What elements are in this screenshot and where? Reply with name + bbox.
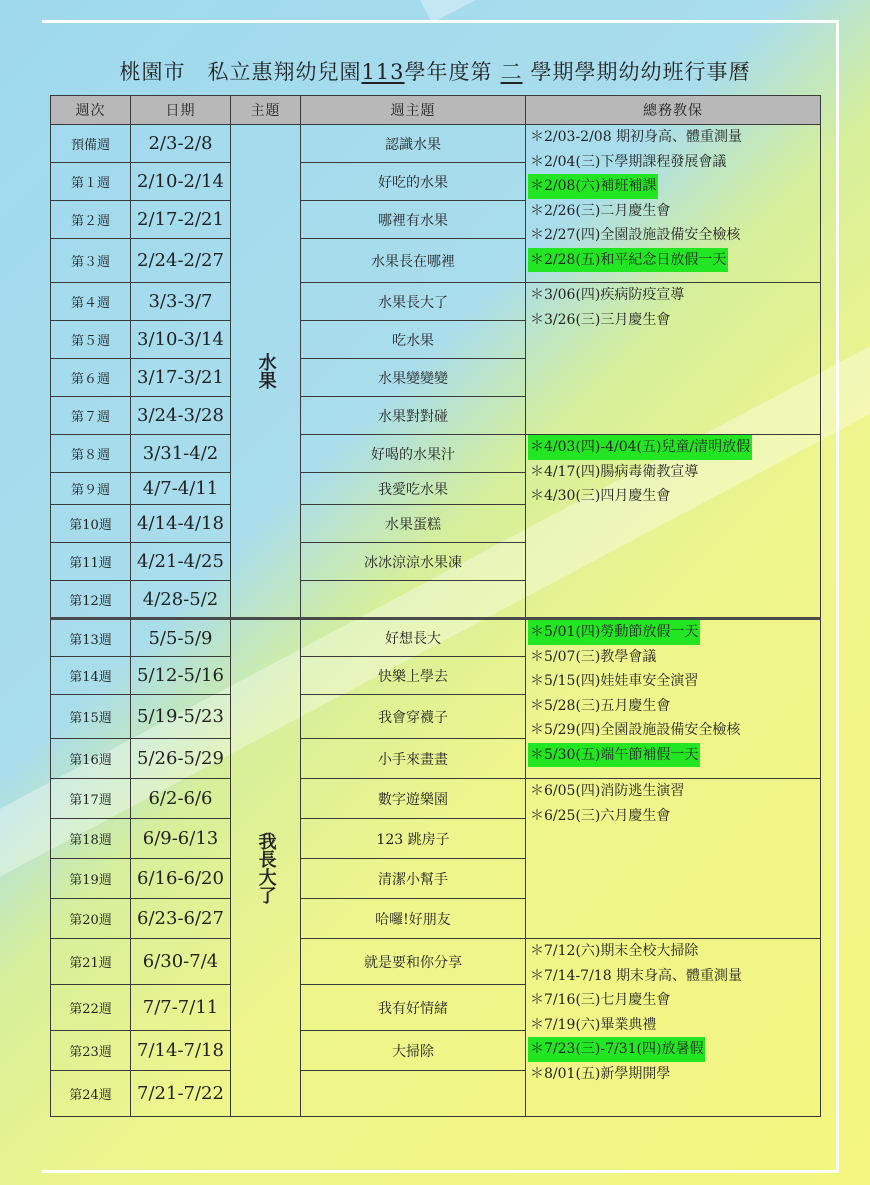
admin-note: ＊7/14-7/18 期末身高、體重測量 — [530, 967, 743, 984]
holiday-note: ＊5/30(五)端午節補假一天 — [528, 743, 700, 768]
admin-note: ＊4/17(四)腸病毒衛教宣導 — [530, 463, 699, 480]
week-topic-cell: 數字遊樂園 — [301, 779, 526, 819]
table-row — [51, 125, 821, 163]
week-topic-cell: 我有好情緒 — [301, 985, 526, 1031]
week-topic-cell: 哪裡有水果 — [301, 201, 526, 239]
admin-note: ＊2/26(三)二月慶生會 — [530, 202, 671, 219]
date-cell: 4/7-4/11 — [131, 473, 231, 505]
week-cell: 第19週 — [51, 859, 131, 899]
admin-note: ＊8/01(五)新學期開學 — [530, 1065, 671, 1082]
holiday-note: ＊2/08(六)補班補課 — [528, 174, 658, 199]
admin-note: ＊3/06(四)疾病防疫宣導 — [530, 287, 685, 303]
week-cell: 第４週 — [51, 283, 131, 321]
title-prefix: 桃園市 私立惠翔幼兒園 — [119, 60, 362, 84]
holiday-note: ＊5/01(四)勞動節放假一天 — [528, 620, 700, 645]
frame-right — [836, 20, 839, 1172]
date-cell: 6/23-6/27 — [131, 899, 231, 939]
admin-note: ＊6/05(四)消防逃生演習 — [530, 783, 685, 799]
table-row — [51, 939, 821, 985]
week-topic-cell: 就是要和你分享 — [301, 939, 526, 985]
admin-note: ＊2/03-2/08 期初身高、體重測量 — [530, 129, 743, 145]
admin-notes-cell — [526, 125, 821, 283]
date-cell: 5/19-5/23 — [131, 695, 231, 739]
holiday-note: ＊4/03(四)-4/04(五)兒童/清明放假 — [528, 435, 752, 460]
date-cell: 5/12-5/16 — [131, 657, 231, 695]
holiday-note: ＊2/28(五)和平紀念日放假一天 — [528, 248, 728, 273]
week-cell: 第15週 — [51, 695, 131, 739]
admin-note: ＊5/29(四)全園設施設備安全檢核 — [530, 722, 741, 738]
week-cell: 第５週 — [51, 321, 131, 359]
week-topic-cell: 水果長大了 — [301, 283, 526, 321]
week-cell: 第７週 — [51, 397, 131, 435]
week-cell: 第14週 — [51, 657, 131, 695]
table-row — [51, 779, 821, 819]
week-topic-cell: 吃水果 — [301, 321, 526, 359]
admin-note: ＊6/25(三)六月慶生會 — [530, 807, 671, 824]
admin-note: ＊7/16(三)七月慶生會 — [530, 992, 671, 1008]
week-cell: 第17週 — [51, 779, 131, 819]
frame-top — [42, 20, 836, 23]
date-cell: 3/31-4/2 — [131, 435, 231, 473]
theme-label: 我長大了 — [255, 832, 277, 904]
week-topic-cell: 大掃除 — [301, 1031, 526, 1071]
week-topic-cell — [301, 581, 526, 619]
date-cell: 7/21-7/22 — [131, 1071, 231, 1117]
week-topic-cell: 我會穿襪子 — [301, 695, 526, 739]
date-cell: 2/10-2/14 — [131, 163, 231, 201]
week-cell: 第16週 — [51, 739, 131, 779]
admin-note: ＊5/07(三)教學會議 — [530, 648, 657, 665]
admin-note: ＊5/15(四)娃娃車安全演習 — [530, 673, 699, 689]
week-cell: 第13週 — [51, 619, 131, 657]
week-topic-cell: 水果對對碰 — [301, 397, 526, 435]
calendar-table — [50, 95, 821, 1117]
header-theme: 主題 — [231, 96, 301, 125]
week-topic-cell: 冰冰涼涼水果凍 — [301, 543, 526, 581]
week-topic-cell: 好想長大 — [301, 619, 526, 657]
page-title — [0, 56, 870, 86]
admin-note: ＊5/28(三)五月慶生會 — [530, 697, 671, 714]
week-topic-cell: 水果變變變 — [301, 359, 526, 397]
date-cell: 3/24-3/28 — [131, 397, 231, 435]
frame-bottom — [42, 1170, 839, 1173]
date-cell: 3/10-3/14 — [131, 321, 231, 359]
date-cell: 4/14-4/18 — [131, 505, 231, 543]
table-row — [51, 283, 821, 321]
table-row — [51, 435, 821, 473]
date-cell: 5/5-5/9 — [131, 619, 231, 657]
date-cell: 7/7-7/11 — [131, 985, 231, 1031]
week-cell: 第21週 — [51, 939, 131, 985]
week-cell: 第11週 — [51, 543, 131, 581]
date-cell: 6/9-6/13 — [131, 819, 231, 859]
date-cell: 2/24-2/27 — [131, 239, 231, 283]
admin-notes-cell — [526, 283, 821, 435]
admin-notes-cell — [526, 939, 821, 1117]
admin-note: ＊7/19(六)畢業典禮 — [530, 1016, 657, 1033]
week-cell: 第９週 — [51, 473, 131, 505]
date-cell: 2/3-2/8 — [131, 125, 231, 163]
admin-notes-cell — [526, 619, 821, 779]
admin-note: ＊2/27(四)全園設施設備安全檢核 — [530, 227, 741, 243]
week-topic-cell: 小手來畫畫 — [301, 739, 526, 779]
week-topic-cell: 123 跳房子 — [301, 819, 526, 859]
week-topic-cell: 好喝的水果汁 — [301, 435, 526, 473]
header-admin: 總務教保 — [526, 96, 821, 125]
week-topic-cell: 好吃的水果 — [301, 163, 526, 201]
week-cell: 第23週 — [51, 1031, 131, 1071]
week-cell: 第12週 — [51, 581, 131, 619]
week-topic-cell: 清潔小幫手 — [301, 859, 526, 899]
header-week: 週次 — [51, 96, 131, 125]
theme-cell — [231, 125, 301, 619]
header-week-topic: 週主題 — [301, 96, 526, 125]
theme-label: 水果 — [255, 353, 277, 389]
date-cell: 4/21-4/25 — [131, 543, 231, 581]
week-cell: 第６週 — [51, 359, 131, 397]
week-cell: 第18週 — [51, 819, 131, 859]
table-header-row — [51, 96, 821, 125]
admin-notes-cell — [526, 435, 821, 619]
admin-note: ＊7/12(六)期末全校大掃除 — [530, 943, 699, 959]
title-term: 二 — [500, 60, 523, 84]
admin-note: ＊4/30(三)四月慶生會 — [530, 488, 671, 504]
table-body — [51, 125, 821, 1117]
date-cell: 7/14-7/18 — [131, 1031, 231, 1071]
week-cell: 第10週 — [51, 505, 131, 543]
week-cell: 第８週 — [51, 435, 131, 473]
date-cell: 6/30-7/4 — [131, 939, 231, 985]
week-cell: 第３週 — [51, 239, 131, 283]
admin-notes-cell — [526, 779, 821, 939]
week-cell: 第２週 — [51, 201, 131, 239]
admin-note: ＊3/26(三)三月慶生會 — [530, 311, 671, 328]
date-cell: 6/2-6/6 — [131, 779, 231, 819]
date-cell: 3/3-3/7 — [131, 283, 231, 321]
table-row — [51, 619, 821, 657]
week-topic-cell: 認識水果 — [301, 125, 526, 163]
date-cell: 6/16-6/20 — [131, 859, 231, 899]
week-cell: 第20週 — [51, 899, 131, 939]
week-cell: 預備週 — [51, 125, 131, 163]
title-suffix: 學期學期幼幼班行事曆 — [530, 60, 751, 84]
week-cell: 第１週 — [51, 163, 131, 201]
holiday-note: ＊7/23(三)-7/31(四)放暑假 — [528, 1037, 705, 1062]
week-topic-cell — [301, 1071, 526, 1117]
week-cell: 第22週 — [51, 985, 131, 1031]
week-topic-cell: 我愛吃水果 — [301, 473, 526, 505]
week-topic-cell: 水果蛋糕 — [301, 505, 526, 543]
date-cell: 3/17-3/21 — [131, 359, 231, 397]
week-cell: 第24週 — [51, 1071, 131, 1117]
date-cell: 4/28-5/2 — [131, 581, 231, 619]
week-topic-cell: 哈囉!好朋友 — [301, 899, 526, 939]
theme-cell — [231, 619, 301, 1117]
week-topic-cell: 快樂上學去 — [301, 657, 526, 695]
date-cell: 2/17-2/21 — [131, 201, 231, 239]
title-mid: 學年度第 — [404, 60, 493, 84]
title-year: 113 — [361, 60, 405, 84]
week-topic-cell: 水果長在哪裡 — [301, 239, 526, 283]
admin-note: ＊2/04(三)下學期課程發展會議 — [530, 153, 727, 170]
header-date: 日期 — [131, 96, 231, 125]
date-cell: 5/26-5/29 — [131, 739, 231, 779]
